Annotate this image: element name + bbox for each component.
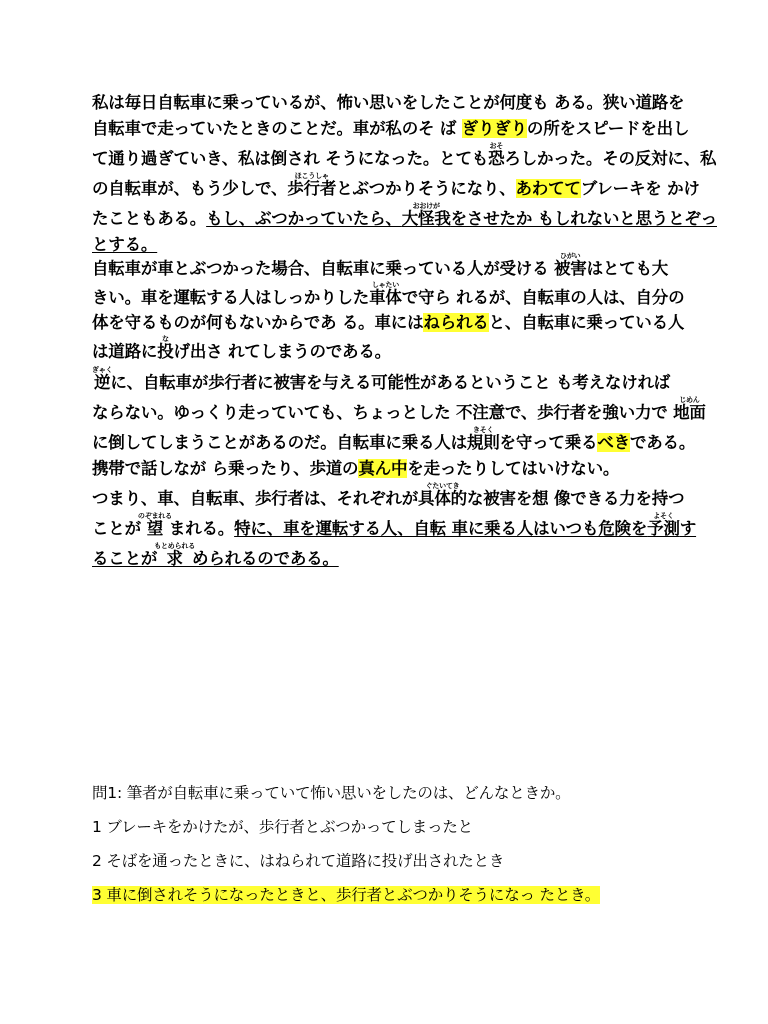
underline-text — [92, 542, 339, 568]
highlight-girigiri: ぎりぎり — [461, 119, 527, 138]
p4-line-2 — [92, 512, 697, 542]
text: の所をスピードを出し — [526, 119, 690, 138]
text: とぶつかりそうになり、 — [336, 179, 516, 198]
text: な被害を想 像できる力を持つ — [466, 489, 685, 508]
p2-line-4 — [92, 335, 688, 364]
paragraph-2 — [92, 252, 688, 364]
ruby-ookega — [401, 202, 451, 228]
p1-line-5 — [92, 202, 717, 232]
text: をさせたか もしれないと思うとぞっ — [450, 209, 717, 228]
paragraph-3 — [92, 366, 706, 482]
p2-line-1 — [92, 252, 688, 281]
ruby-reading: ぐたいてき — [418, 482, 467, 490]
selected-answer-highlight: 3 車に倒されそうになったときと、歩行者とぶつかりそうになっ たとき。 — [92, 886, 601, 904]
ruby-yosoku — [647, 512, 680, 538]
highlight-awatete: あわてて — [515, 179, 581, 198]
question-prompt: 問1: 筆者が自転車に乗っていて怖い思いをしたのは、どんなときか。 — [92, 784, 571, 802]
ruby-base: 歩行者 — [287, 179, 337, 198]
ruby-gyaku — [92, 366, 113, 392]
ruby-osoroshii — [488, 142, 505, 168]
text: ることが — [92, 549, 158, 568]
text: 自転車が車とぶつかった場合、自転車に乗っている人が受ける — [92, 259, 554, 278]
p4-line-3 — [92, 542, 688, 572]
ruby-base: 車体 — [369, 288, 402, 307]
answer-option-3-selected[interactable] — [92, 883, 600, 905]
ruby-reading: おおけが — [401, 202, 451, 210]
paragraph-4 — [92, 482, 697, 572]
ruby-reading: よそく — [647, 512, 680, 520]
text: て通り過ぎていき、私は倒され そうになった。とても — [92, 149, 489, 168]
ruby-reading: きそく — [466, 426, 500, 434]
ruby-base: 望 — [137, 519, 172, 538]
highlight-beki: べき — [597, 433, 630, 452]
ruby-reading: ほこうしゃ — [287, 172, 337, 180]
text: に倒してしまうことがあるのだ。自転車に乗る人は — [92, 433, 467, 452]
paragraph-1 — [92, 90, 717, 258]
text: に、自転車が歩行者に被害を与える可能性があるということ も考えなければ — [110, 373, 671, 392]
p3-line-4 — [92, 456, 688, 482]
p3-line-2 — [92, 396, 706, 426]
highlight-mannaka: 真ん中 — [358, 459, 408, 478]
p1-line-1: 私は毎日自転車に乗っているが、怖い思いをしたことが何度も ある。狭い道路を — [92, 93, 685, 112]
ruby-reading: もとめられる — [154, 542, 196, 550]
ruby-gutaiteki — [418, 482, 467, 508]
text: たこともある。 — [92, 209, 207, 228]
ruby-reading: のぞまれる — [137, 512, 172, 520]
text: げ出さ れてしまうのである。 — [173, 342, 391, 361]
text: はとても大 — [586, 259, 669, 278]
p2-line-2 — [92, 281, 688, 310]
ruby-reading: しゃたい — [369, 281, 402, 289]
ruby-base: 恐 — [488, 149, 505, 168]
ruby-nozomareru — [137, 512, 172, 538]
answer-option-1[interactable]: 1 ブレーキをかけたが、歩行者とぶつかってしまったと — [92, 818, 473, 836]
text: ろしかった。その反対に、私 — [504, 149, 717, 168]
underline-text — [206, 202, 717, 228]
text: である。 — [629, 433, 696, 452]
ruby-motomerareru — [154, 542, 196, 568]
ruby-base: 予測 — [647, 519, 680, 538]
text: まれる。 — [168, 519, 235, 538]
p2-line-3 — [92, 310, 688, 335]
text: を走ったりしてはいけない。 — [407, 459, 620, 478]
text: の自転車が、もう少しで、 — [92, 179, 288, 198]
text: 特に、車を運転する人、自転 車に乗る人はいつも危険を — [234, 519, 648, 538]
p1-line-4 — [92, 172, 700, 202]
p1-line-3 — [92, 142, 717, 172]
text: 携帯で話しなが ら乗ったり、歩道の — [92, 459, 359, 478]
text: 体を守るものが何もないからであ る。車には — [92, 313, 424, 332]
p4-line-1 — [92, 482, 688, 512]
ruby-reading: おそ — [488, 142, 505, 150]
ruby-nage — [157, 335, 174, 361]
underline-text — [234, 512, 697, 538]
ruby-base: 被害 — [553, 259, 587, 278]
text: は道路に — [92, 342, 158, 361]
text: 自転車で走っていたときのことだ。車が私のそ ば — [92, 119, 462, 138]
ruby-base: 投 — [157, 342, 174, 361]
text: を守って乗る — [499, 433, 598, 452]
ruby-base: 規則 — [466, 433, 500, 452]
p3-line-1 — [92, 366, 688, 396]
text: ならない。ゆっくり走っていても、ちょっとした 不注意で、歩行者を強い力で — [92, 403, 674, 422]
ruby-jimen — [673, 396, 706, 422]
text: で守ら れるが、自転車の人は、自分の — [401, 288, 685, 307]
highlight-nerareru: ねられる — [423, 313, 489, 332]
underline-text: とする。 — [92, 235, 158, 254]
text: きい。車を運転する人はしっかりした — [92, 288, 370, 307]
ruby-shatai — [369, 281, 402, 307]
ruby-reading: な — [157, 335, 174, 343]
ruby-higai — [553, 252, 587, 278]
ruby-base: 具体的 — [418, 489, 467, 508]
text: もし、ぶつかっていたら、 — [206, 209, 402, 228]
p1-line-2 — [92, 116, 688, 142]
ruby-reading: じめん — [673, 396, 706, 404]
text: す — [679, 519, 697, 538]
ruby-hokousha — [287, 172, 337, 198]
ruby-base: 求 — [154, 549, 196, 568]
ruby-kisoku — [466, 426, 500, 452]
text: ことが — [92, 519, 141, 538]
p3-line-3 — [92, 426, 696, 456]
ruby-reading: ひがい — [553, 252, 587, 260]
text: つまり、車、自転車、歩行者は、それぞれが — [92, 489, 419, 508]
answer-option-2[interactable]: 2 そばを通ったときに、はねられて道路に投げ出されたとき — [92, 852, 505, 870]
ruby-reading: ぎゃく — [92, 366, 113, 374]
text: と、自転車に乗っている人 — [488, 313, 685, 332]
text: ブレーキを かけ — [580, 179, 700, 198]
text: められるのである。 — [192, 549, 339, 568]
ruby-base: 逆 — [92, 373, 113, 392]
ruby-base: 地面 — [673, 403, 706, 422]
ruby-base: 大怪我 — [401, 209, 451, 228]
